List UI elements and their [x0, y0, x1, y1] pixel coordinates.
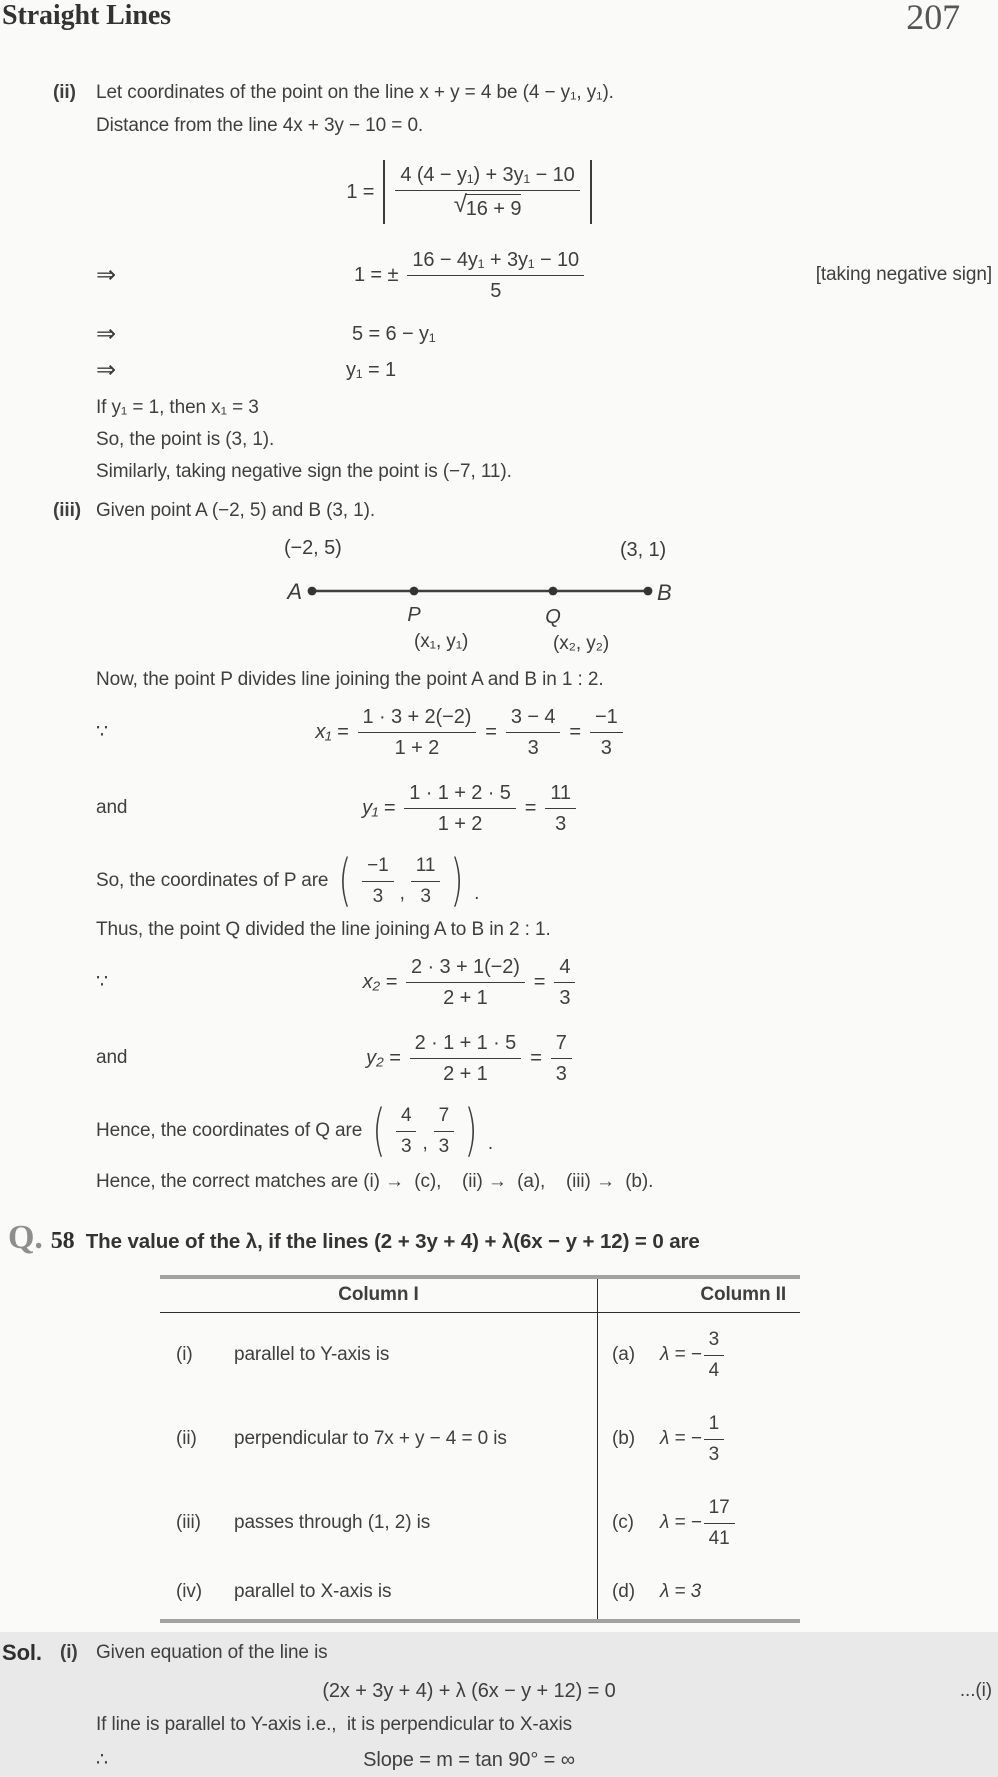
equation-step4	[0, 354, 998, 386]
sol-line1: Given equation of the line is	[96, 1642, 328, 1663]
eq1-lhs: 1 =	[346, 180, 375, 203]
eq2-lhs: 1 = ±	[353, 263, 399, 286]
equals: =	[485, 720, 497, 743]
x2-num2: 4	[559, 955, 571, 978]
label-q: Q	[545, 606, 561, 628]
y2-den2: 3	[551, 1058, 572, 1086]
p-line-prefix: So, the coordinates of P are	[96, 870, 329, 891]
label-q-coordinates: (x₂, y₂)	[553, 633, 610, 654]
equals: =	[569, 720, 582, 743]
answer-letter: (c)	[612, 1512, 634, 1533]
y1-den1: 1 + 2	[404, 808, 516, 836]
equation-x2	[0, 948, 998, 1016]
label-p: P	[407, 604, 421, 626]
sol-equation: (2x + 3y + 4) + λ (6x − y + 12) = 0	[322, 1679, 616, 1702]
equation-y1	[0, 774, 998, 842]
part-ii-line5: Similarly, taking negative sign the point is (−7, 11).	[96, 461, 512, 482]
segment-diagram	[272, 534, 998, 662]
y2-num2: 7	[555, 1031, 567, 1054]
solution-intro	[2, 1637, 998, 1669]
x1-num1: 1 · 3 + 2(−2)	[362, 705, 472, 728]
eq2-numerator: 16 − 4y₁ + 3y₁ − 10	[412, 248, 580, 271]
y1-lhs: y₁ =	[362, 796, 396, 819]
label-p-coordinates: (x₁, y₁)	[414, 631, 469, 652]
part-iii-line4: Thus, the point Q divided the line joining A to B in 2 : 1.	[96, 919, 551, 940]
matching-table	[160, 1275, 800, 1623]
part-ii-line3: If y₁ = 1, then x₁ = 3	[96, 397, 259, 418]
q-num1: 4	[400, 1104, 412, 1126]
part-iii-line1: Given point A (−2, 5) and B (3, 1).	[96, 500, 376, 521]
and-word: and	[96, 1047, 128, 1068]
y1-num2: 11	[550, 781, 571, 804]
page-header	[0, 0, 998, 46]
sqrt-sign: √	[453, 191, 467, 218]
column-i-header: Column I	[160, 1279, 598, 1313]
lambda-frac-num: 3	[708, 1328, 720, 1350]
q-line-prefix: Hence, the coordinates of Q are	[96, 1120, 363, 1141]
x2-den2: 3	[554, 982, 575, 1010]
equation-y2	[0, 1024, 998, 1092]
lambda-frac-den: 4	[704, 1355, 724, 1383]
table-row	[160, 1481, 598, 1565]
lambda-prefix: λ = −	[660, 1428, 702, 1449]
slope-line	[0, 1743, 998, 1777]
absolute-value	[383, 160, 591, 224]
y1-den2: 3	[545, 808, 576, 836]
column-ii-header: Column II	[598, 1279, 800, 1313]
label-a-coordinates: (−2, 5)	[284, 537, 342, 559]
part-ii-line1: Let coordinates of the point on the line x + y = 4 be (4 − y₁, y₁).	[96, 82, 614, 103]
y2-lhs: y₂ =	[366, 1046, 401, 1069]
comma: ,	[399, 883, 405, 904]
comma: ,	[422, 1133, 428, 1154]
sol-part-label: (i)	[60, 1642, 78, 1663]
lambda-frac-den: 41	[704, 1523, 735, 1551]
eq1-numerator: 4 (4 − y₁) + 3y₁ − 10	[400, 164, 575, 186]
eq1-fraction	[395, 163, 579, 221]
p-den1: 3	[362, 881, 393, 909]
label-b-coordinates: (3, 1)	[620, 539, 667, 561]
row-description: passes through (1, 2) is	[234, 1512, 431, 1533]
question-q-label: Q.	[8, 1219, 43, 1256]
row-description: parallel to X-axis is	[234, 1581, 392, 1602]
label-a: A	[287, 579, 302, 604]
therefore-icon: ∴	[96, 1749, 108, 1771]
point-b-dot	[644, 587, 653, 596]
side-note: [taking negative sign]	[815, 264, 992, 285]
period: .	[487, 1133, 494, 1154]
x1-den1: 1 + 2	[358, 732, 477, 760]
diagram-svg	[272, 534, 712, 656]
table-row	[160, 1397, 598, 1481]
close-paren: )	[450, 848, 464, 913]
lambda-prefix: λ = −	[660, 1344, 702, 1365]
implies-icon: ⇒	[96, 356, 117, 384]
p-num1: −1	[367, 854, 389, 876]
part-iii-label: (iii)	[53, 500, 81, 521]
x2-lhs: x₂ =	[362, 970, 398, 993]
because-icon: ∵	[96, 971, 108, 993]
table-row-answer	[598, 1397, 800, 1481]
x1-num3: −1	[595, 705, 618, 728]
p-coordinates-line	[96, 848, 998, 913]
lambda-prefix: λ = −	[660, 1512, 702, 1533]
sqrt-argument: 16 + 9	[466, 194, 522, 221]
y2-num1: 2 · 1 + 1 · 5	[414, 1031, 517, 1054]
q-num2: 7	[438, 1104, 450, 1126]
part-iii-intro	[53, 494, 998, 528]
table-row	[160, 1565, 598, 1619]
page-number: 207	[906, 0, 960, 37]
lambda-value: λ = 3	[660, 1581, 702, 1602]
p-num2: 11	[415, 854, 436, 876]
p-den2: 3	[411, 881, 441, 909]
x1-den2: 3	[506, 732, 561, 760]
x2-den1: 2 + 1	[406, 982, 525, 1010]
implies-icon: ⇒	[96, 320, 117, 348]
row-number: (iii)	[176, 1512, 201, 1533]
sol-line2: If line is parallel to Y-axis i.e., it is perpendicular to X-axis	[96, 1714, 573, 1735]
question-58	[8, 1218, 998, 1263]
implies-icon: ⇒	[96, 261, 117, 289]
equation-pm	[0, 244, 998, 306]
matches-line: Hence, the correct matches are (i) → (c), (ii) → (a), (iii) → (b).	[96, 1171, 654, 1192]
point-p-dot	[410, 587, 419, 596]
part-iii-line2: Now, the point P divides line joining the point A and B in 1 : 2.	[96, 669, 604, 690]
open-paren: (	[372, 1098, 386, 1163]
q-den2: 3	[434, 1131, 454, 1159]
table-row-answer	[598, 1313, 800, 1397]
answer-letter: (a)	[612, 1344, 635, 1365]
q-coordinates-line	[96, 1098, 998, 1163]
question-number: 58	[50, 1228, 75, 1254]
y1-num1: 1 · 1 + 2 · 5	[409, 781, 511, 804]
part-ii-line2: Distance from the line 4x + 3y − 10 = 0.	[96, 115, 424, 136]
period: .	[474, 883, 480, 904]
eq4-body: y₁ = 1	[346, 358, 397, 381]
x1-lhs: x₁ =	[315, 720, 349, 743]
equation-step3	[0, 318, 998, 350]
question-text: The value of the λ, if the lines (2 + 3y + 4) + λ(6x − y + 12) = 0 are	[85, 1230, 700, 1253]
equals: =	[533, 970, 546, 993]
table-row	[160, 1313, 598, 1397]
equation-x1	[0, 698, 998, 766]
point-a-dot	[308, 587, 317, 596]
eq3-body: 5 = 6 − y₁	[352, 322, 436, 345]
equals: =	[530, 1046, 542, 1069]
x1-den3: 3	[590, 732, 623, 760]
solution-equation	[0, 1673, 998, 1709]
slope-equation: Slope = m = tan 90° = ∞	[363, 1748, 575, 1771]
chapter-title: Straight Lines	[2, 0, 171, 31]
label-b: B	[657, 580, 672, 605]
eq1-denominator	[395, 190, 579, 221]
open-paren: (	[338, 848, 352, 913]
y2-den1: 2 + 1	[410, 1058, 522, 1086]
sol-label: Sol.	[2, 1640, 42, 1665]
row-description: parallel to Y-axis is	[234, 1344, 390, 1365]
eq2-fraction	[407, 248, 584, 303]
lambda-frac-den: 3	[704, 1439, 724, 1467]
q-den1: 3	[396, 1131, 416, 1159]
because-icon: ∵	[96, 721, 108, 743]
lambda-frac-num: 17	[708, 1496, 730, 1518]
equals: =	[524, 796, 537, 819]
and-word: and	[96, 797, 128, 818]
table-row-answer	[598, 1565, 800, 1619]
part-ii-label: (ii)	[53, 82, 76, 103]
point-q-dot	[549, 587, 558, 596]
lambda-frac-num: 1	[708, 1412, 720, 1434]
equation-distance	[0, 150, 998, 234]
answer-letter: (b)	[612, 1428, 635, 1449]
part-ii-intro	[53, 76, 998, 110]
x1-num2: 3 − 4	[510, 705, 556, 728]
row-description: perpendicular to 7x + y − 4 = 0 is	[234, 1428, 507, 1449]
equation-tag: ...(i)	[959, 1680, 992, 1701]
eq2-denominator: 5	[407, 275, 584, 303]
close-paren: )	[464, 1098, 478, 1163]
row-number: (ii)	[176, 1428, 197, 1449]
table-row-answer	[598, 1481, 800, 1565]
part-ii-line4: So, the point is (3, 1).	[96, 429, 275, 450]
answer-letter: (d)	[612, 1581, 635, 1602]
row-number: (iv)	[176, 1581, 202, 1602]
x2-num1: 2 · 3 + 1(−2)	[411, 955, 520, 978]
row-number: (i)	[176, 1344, 193, 1365]
